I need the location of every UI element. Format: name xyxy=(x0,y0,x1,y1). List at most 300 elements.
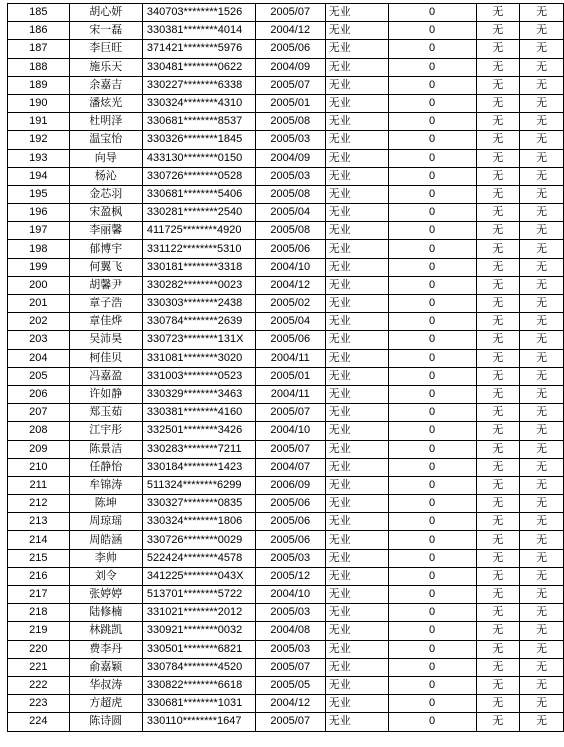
occupation-cell: 无业 xyxy=(325,313,388,331)
col-h-cell: 无 xyxy=(520,149,564,167)
id-number-cell: 341225********043X xyxy=(142,567,255,585)
col-g-cell: 无 xyxy=(476,313,520,331)
col-g-cell: 无 xyxy=(476,385,520,403)
col-g-cell: 无 xyxy=(476,295,520,313)
name-cell: 潘炫光 xyxy=(69,94,142,112)
table-row xyxy=(8,76,564,94)
table-row xyxy=(8,385,564,403)
date-cell: 2005/06 xyxy=(255,531,325,549)
table-row xyxy=(8,113,564,131)
table-row xyxy=(8,422,564,440)
occupation-cell: 无业 xyxy=(325,4,388,22)
col-h-cell: 无 xyxy=(520,185,564,203)
row-number: 215 xyxy=(8,549,70,567)
occupation-cell: 无业 xyxy=(325,476,388,494)
row-number: 222 xyxy=(8,676,70,694)
row-number: 187 xyxy=(8,40,70,58)
id-number-cell: 330501********6821 xyxy=(142,640,255,658)
zero-cell: 0 xyxy=(388,58,476,76)
id-number-cell: 330481********0622 xyxy=(142,58,255,76)
occupation-cell: 无业 xyxy=(325,658,388,676)
table-row xyxy=(8,167,564,185)
table-row xyxy=(8,495,564,513)
row-number: 185 xyxy=(8,4,70,22)
name-cell: 郁博宇 xyxy=(69,240,142,258)
row-number: 216 xyxy=(8,567,70,585)
id-number-cell: 330822********6618 xyxy=(142,676,255,694)
name-cell: 郑玉茹 xyxy=(69,404,142,422)
col-h-cell: 无 xyxy=(520,713,564,731)
row-number: 224 xyxy=(8,713,70,731)
date-cell: 2005/07 xyxy=(255,658,325,676)
occupation-cell: 无业 xyxy=(325,495,388,513)
col-g-cell: 无 xyxy=(476,258,520,276)
col-g-cell: 无 xyxy=(476,149,520,167)
name-cell: 方超虎 xyxy=(69,695,142,713)
date-cell: 2005/03 xyxy=(255,604,325,622)
name-cell: 杜明泽 xyxy=(69,113,142,131)
id-number-cell: 433130********0150 xyxy=(142,149,255,167)
col-h-cell: 无 xyxy=(520,604,564,622)
date-cell: 2005/08 xyxy=(255,113,325,131)
date-cell: 2005/08 xyxy=(255,222,325,240)
row-number: 204 xyxy=(8,349,70,367)
date-cell: 2006/09 xyxy=(255,476,325,494)
col-h-cell: 无 xyxy=(520,476,564,494)
col-h-cell: 无 xyxy=(520,640,564,658)
col-g-cell: 无 xyxy=(476,349,520,367)
col-h-cell: 无 xyxy=(520,76,564,94)
col-h-cell: 无 xyxy=(520,458,564,476)
occupation-cell: 无业 xyxy=(325,204,388,222)
date-cell: 2005/01 xyxy=(255,367,325,385)
name-cell: 江宇彤 xyxy=(69,422,142,440)
date-cell: 2004/10 xyxy=(255,422,325,440)
zero-cell: 0 xyxy=(388,204,476,222)
col-g-cell: 无 xyxy=(476,404,520,422)
zero-cell: 0 xyxy=(388,94,476,112)
occupation-cell: 无业 xyxy=(325,604,388,622)
date-cell: 2005/04 xyxy=(255,204,325,222)
date-cell: 2005/06 xyxy=(255,495,325,513)
zero-cell: 0 xyxy=(388,622,476,640)
col-g-cell: 无 xyxy=(476,476,520,494)
name-cell: 胡馨尹 xyxy=(69,276,142,294)
col-h-cell: 无 xyxy=(520,495,564,513)
col-h-cell: 无 xyxy=(520,404,564,422)
occupation-cell: 无业 xyxy=(325,276,388,294)
row-number: 212 xyxy=(8,495,70,513)
zero-cell: 0 xyxy=(388,495,476,513)
row-number: 210 xyxy=(8,458,70,476)
name-cell: 周琼瑶 xyxy=(69,513,142,531)
table-row xyxy=(8,258,564,276)
name-cell: 任静怡 xyxy=(69,458,142,476)
col-g-cell: 无 xyxy=(476,658,520,676)
date-cell: 2005/03 xyxy=(255,549,325,567)
name-cell: 李帅 xyxy=(69,549,142,567)
occupation-cell: 无业 xyxy=(325,185,388,203)
zero-cell: 0 xyxy=(388,295,476,313)
row-number: 205 xyxy=(8,367,70,385)
zero-cell: 0 xyxy=(388,131,476,149)
occupation-cell: 无业 xyxy=(325,586,388,604)
col-h-cell: 无 xyxy=(520,658,564,676)
zero-cell: 0 xyxy=(388,404,476,422)
date-cell: 2005/02 xyxy=(255,295,325,313)
date-cell: 2005/06 xyxy=(255,40,325,58)
date-cell: 2005/06 xyxy=(255,331,325,349)
date-cell: 2004/11 xyxy=(255,349,325,367)
zero-cell: 0 xyxy=(388,640,476,658)
table-row xyxy=(8,204,564,222)
date-cell: 2004/12 xyxy=(255,276,325,294)
col-g-cell: 无 xyxy=(476,94,520,112)
zero-cell: 0 xyxy=(388,676,476,694)
col-g-cell: 无 xyxy=(476,713,520,731)
row-number: 202 xyxy=(8,313,70,331)
col-h-cell: 无 xyxy=(520,167,564,185)
table-row xyxy=(8,622,564,640)
row-number: 206 xyxy=(8,385,70,403)
col-h-cell: 无 xyxy=(520,295,564,313)
row-number: 194 xyxy=(8,167,70,185)
occupation-cell: 无业 xyxy=(325,640,388,658)
name-cell: 费李丹 xyxy=(69,640,142,658)
id-number-cell: 332501********3426 xyxy=(142,422,255,440)
name-cell: 李巨旺 xyxy=(69,40,142,58)
col-g-cell: 无 xyxy=(476,422,520,440)
row-number: 186 xyxy=(8,22,70,40)
zero-cell: 0 xyxy=(388,76,476,94)
name-cell: 周皓涵 xyxy=(69,531,142,549)
col-g-cell: 无 xyxy=(476,58,520,76)
row-number: 217 xyxy=(8,586,70,604)
table-row xyxy=(8,713,564,731)
col-g-cell: 无 xyxy=(476,458,520,476)
occupation-cell: 无业 xyxy=(325,549,388,567)
row-number: 214 xyxy=(8,531,70,549)
occupation-cell: 无业 xyxy=(325,622,388,640)
col-g-cell: 无 xyxy=(476,22,520,40)
id-number-cell: 330327********0835 xyxy=(142,495,255,513)
occupation-cell: 无业 xyxy=(325,40,388,58)
name-cell: 冯嘉盈 xyxy=(69,367,142,385)
name-cell: 温宝怡 xyxy=(69,131,142,149)
col-h-cell: 无 xyxy=(520,695,564,713)
occupation-cell: 无业 xyxy=(325,94,388,112)
row-number: 192 xyxy=(8,131,70,149)
date-cell: 2005/07 xyxy=(255,404,325,422)
col-h-cell: 无 xyxy=(520,276,564,294)
zero-cell: 0 xyxy=(388,458,476,476)
id-number-cell: 330110********1647 xyxy=(142,713,255,731)
date-cell: 2005/04 xyxy=(255,313,325,331)
id-number-cell: 330381********4160 xyxy=(142,404,255,422)
id-number-cell: 330181********3318 xyxy=(142,258,255,276)
row-number: 208 xyxy=(8,422,70,440)
table-row xyxy=(8,4,564,22)
col-g-cell: 无 xyxy=(476,622,520,640)
id-number-cell: 522424********4578 xyxy=(142,549,255,567)
id-number-cell: 330184********1423 xyxy=(142,458,255,476)
name-cell: 俞嘉颖 xyxy=(69,658,142,676)
table-row xyxy=(8,367,564,385)
occupation-cell: 无业 xyxy=(325,695,388,713)
id-number-cell: 330681********5406 xyxy=(142,185,255,203)
table-row xyxy=(8,586,564,604)
row-number: 191 xyxy=(8,113,70,131)
name-cell: 何翼飞 xyxy=(69,258,142,276)
name-cell: 张婷婷 xyxy=(69,586,142,604)
col-h-cell: 无 xyxy=(520,385,564,403)
table-row xyxy=(8,458,564,476)
occupation-cell: 无业 xyxy=(325,713,388,731)
table-row xyxy=(8,440,564,458)
id-number-cell: 330283********7211 xyxy=(142,440,255,458)
date-cell: 2005/06 xyxy=(255,240,325,258)
name-cell: 陈诗圆 xyxy=(69,713,142,731)
row-number: 213 xyxy=(8,513,70,531)
roster-table xyxy=(7,3,564,732)
row-number: 201 xyxy=(8,295,70,313)
occupation-cell: 无业 xyxy=(325,349,388,367)
occupation-cell: 无业 xyxy=(325,258,388,276)
occupation-cell: 无业 xyxy=(325,76,388,94)
col-g-cell: 无 xyxy=(476,549,520,567)
id-number-cell: 371421********5976 xyxy=(142,40,255,58)
row-number: 199 xyxy=(8,258,70,276)
col-g-cell: 无 xyxy=(476,204,520,222)
zero-cell: 0 xyxy=(388,149,476,167)
table-row xyxy=(8,531,564,549)
id-number-cell: 330303********2438 xyxy=(142,295,255,313)
table-row xyxy=(8,94,564,112)
zero-cell: 0 xyxy=(388,476,476,494)
name-cell: 向导 xyxy=(69,149,142,167)
col-h-cell: 无 xyxy=(520,40,564,58)
zero-cell: 0 xyxy=(388,567,476,585)
col-h-cell: 无 xyxy=(520,258,564,276)
date-cell: 2005/08 xyxy=(255,185,325,203)
zero-cell: 0 xyxy=(388,367,476,385)
id-number-cell: 511324********6299 xyxy=(142,476,255,494)
table-row xyxy=(8,513,564,531)
occupation-cell: 无业 xyxy=(325,222,388,240)
id-number-cell: 330381********4014 xyxy=(142,22,255,40)
row-number: 220 xyxy=(8,640,70,658)
occupation-cell: 无业 xyxy=(325,149,388,167)
name-cell: 许如静 xyxy=(69,385,142,403)
table-row xyxy=(8,40,564,58)
date-cell: 2004/08 xyxy=(255,622,325,640)
id-number-cell: 331122********5310 xyxy=(142,240,255,258)
occupation-cell: 无业 xyxy=(325,113,388,131)
zero-cell: 0 xyxy=(388,604,476,622)
zero-cell: 0 xyxy=(388,713,476,731)
col-g-cell: 无 xyxy=(476,113,520,131)
col-g-cell: 无 xyxy=(476,695,520,713)
zero-cell: 0 xyxy=(388,531,476,549)
col-h-cell: 无 xyxy=(520,586,564,604)
col-h-cell: 无 xyxy=(520,22,564,40)
name-cell: 吴沛昊 xyxy=(69,331,142,349)
col-g-cell: 无 xyxy=(476,567,520,585)
date-cell: 2005/03 xyxy=(255,131,325,149)
zero-cell: 0 xyxy=(388,549,476,567)
table-row xyxy=(8,695,564,713)
name-cell: 章佳烨 xyxy=(69,313,142,331)
date-cell: 2005/12 xyxy=(255,567,325,585)
table-row xyxy=(8,185,564,203)
row-number: 195 xyxy=(8,185,70,203)
date-cell: 2005/07 xyxy=(255,440,325,458)
zero-cell: 0 xyxy=(388,313,476,331)
col-h-cell: 无 xyxy=(520,676,564,694)
id-number-cell: 331021********2012 xyxy=(142,604,255,622)
name-cell: 余嘉吉 xyxy=(69,76,142,94)
table-row xyxy=(8,549,564,567)
date-cell: 2004/11 xyxy=(255,385,325,403)
table-row xyxy=(8,640,564,658)
occupation-cell: 无业 xyxy=(325,58,388,76)
id-number-cell: 330723********131X xyxy=(142,331,255,349)
col-h-cell: 无 xyxy=(520,531,564,549)
row-number: 200 xyxy=(8,276,70,294)
name-cell: 杨沁 xyxy=(69,167,142,185)
id-number-cell: 330784********4520 xyxy=(142,658,255,676)
row-number: 219 xyxy=(8,622,70,640)
id-number-cell: 330681********1031 xyxy=(142,695,255,713)
col-g-cell: 无 xyxy=(476,4,520,22)
id-number-cell: 411725********4920 xyxy=(142,222,255,240)
col-g-cell: 无 xyxy=(476,676,520,694)
table-row xyxy=(8,313,564,331)
table-row xyxy=(8,604,564,622)
table-row xyxy=(8,349,564,367)
col-g-cell: 无 xyxy=(476,131,520,149)
table-row xyxy=(8,295,564,313)
zero-cell: 0 xyxy=(388,222,476,240)
col-h-cell: 无 xyxy=(520,422,564,440)
occupation-cell: 无业 xyxy=(325,131,388,149)
id-number-cell: 330784********2639 xyxy=(142,313,255,331)
table-row xyxy=(8,404,564,422)
name-cell: 柯佳贝 xyxy=(69,349,142,367)
col-h-cell: 无 xyxy=(520,367,564,385)
row-number: 211 xyxy=(8,476,70,494)
id-number-cell: 330326********1845 xyxy=(142,131,255,149)
id-number-cell: 330921********0032 xyxy=(142,622,255,640)
row-number: 189 xyxy=(8,76,70,94)
row-number: 196 xyxy=(8,204,70,222)
date-cell: 2004/10 xyxy=(255,586,325,604)
date-cell: 2004/07 xyxy=(255,458,325,476)
col-g-cell: 无 xyxy=(476,495,520,513)
id-number-cell: 513701********5722 xyxy=(142,586,255,604)
col-g-cell: 无 xyxy=(476,604,520,622)
zero-cell: 0 xyxy=(388,240,476,258)
occupation-cell: 无业 xyxy=(325,22,388,40)
occupation-cell: 无业 xyxy=(325,331,388,349)
date-cell: 2004/09 xyxy=(255,149,325,167)
date-cell: 2005/05 xyxy=(255,676,325,694)
col-h-cell: 无 xyxy=(520,349,564,367)
name-cell: 宋盈枫 xyxy=(69,204,142,222)
name-cell: 刘令 xyxy=(69,567,142,585)
row-number: 207 xyxy=(8,404,70,422)
col-h-cell: 无 xyxy=(520,240,564,258)
table-body xyxy=(8,4,564,732)
date-cell: 2005/01 xyxy=(255,94,325,112)
col-g-cell: 无 xyxy=(476,40,520,58)
id-number-cell: 340703********1526 xyxy=(142,4,255,22)
name-cell: 林跳凯 xyxy=(69,622,142,640)
zero-cell: 0 xyxy=(388,331,476,349)
table-row xyxy=(8,658,564,676)
date-cell: 2005/07 xyxy=(255,76,325,94)
name-cell: 施乐天 xyxy=(69,58,142,76)
row-number: 190 xyxy=(8,94,70,112)
occupation-cell: 无业 xyxy=(325,676,388,694)
name-cell: 陈坤 xyxy=(69,495,142,513)
zero-cell: 0 xyxy=(388,4,476,22)
col-h-cell: 无 xyxy=(520,131,564,149)
occupation-cell: 无业 xyxy=(325,240,388,258)
id-number-cell: 330329********3463 xyxy=(142,385,255,403)
row-number: 209 xyxy=(8,440,70,458)
col-g-cell: 无 xyxy=(476,240,520,258)
table-row xyxy=(8,476,564,494)
table-row xyxy=(8,22,564,40)
table-row xyxy=(8,676,564,694)
occupation-cell: 无业 xyxy=(325,367,388,385)
col-h-cell: 无 xyxy=(520,513,564,531)
zero-cell: 0 xyxy=(388,695,476,713)
col-h-cell: 无 xyxy=(520,4,564,22)
occupation-cell: 无业 xyxy=(325,404,388,422)
zero-cell: 0 xyxy=(388,167,476,185)
date-cell: 2004/12 xyxy=(255,695,325,713)
name-cell: 宋一磊 xyxy=(69,22,142,40)
col-h-cell: 无 xyxy=(520,331,564,349)
name-cell: 华叔涛 xyxy=(69,676,142,694)
name-cell: 金芯羽 xyxy=(69,185,142,203)
id-number-cell: 330324********4310 xyxy=(142,94,255,112)
table-row xyxy=(8,240,564,258)
row-number: 197 xyxy=(8,222,70,240)
id-number-cell: 331003********0523 xyxy=(142,367,255,385)
col-g-cell: 无 xyxy=(476,331,520,349)
zero-cell: 0 xyxy=(388,276,476,294)
col-g-cell: 无 xyxy=(476,367,520,385)
row-number: 198 xyxy=(8,240,70,258)
col-h-cell: 无 xyxy=(520,313,564,331)
zero-cell: 0 xyxy=(388,22,476,40)
col-h-cell: 无 xyxy=(520,94,564,112)
date-cell: 2005/03 xyxy=(255,640,325,658)
row-number: 203 xyxy=(8,331,70,349)
occupation-cell: 无业 xyxy=(325,531,388,549)
name-cell: 牟锦涛 xyxy=(69,476,142,494)
name-cell: 陆修楠 xyxy=(69,604,142,622)
col-g-cell: 无 xyxy=(476,531,520,549)
zero-cell: 0 xyxy=(388,658,476,676)
occupation-cell: 无业 xyxy=(325,567,388,585)
name-cell: 李丽馨 xyxy=(69,222,142,240)
col-g-cell: 无 xyxy=(476,440,520,458)
name-cell: 章子浩 xyxy=(69,295,142,313)
